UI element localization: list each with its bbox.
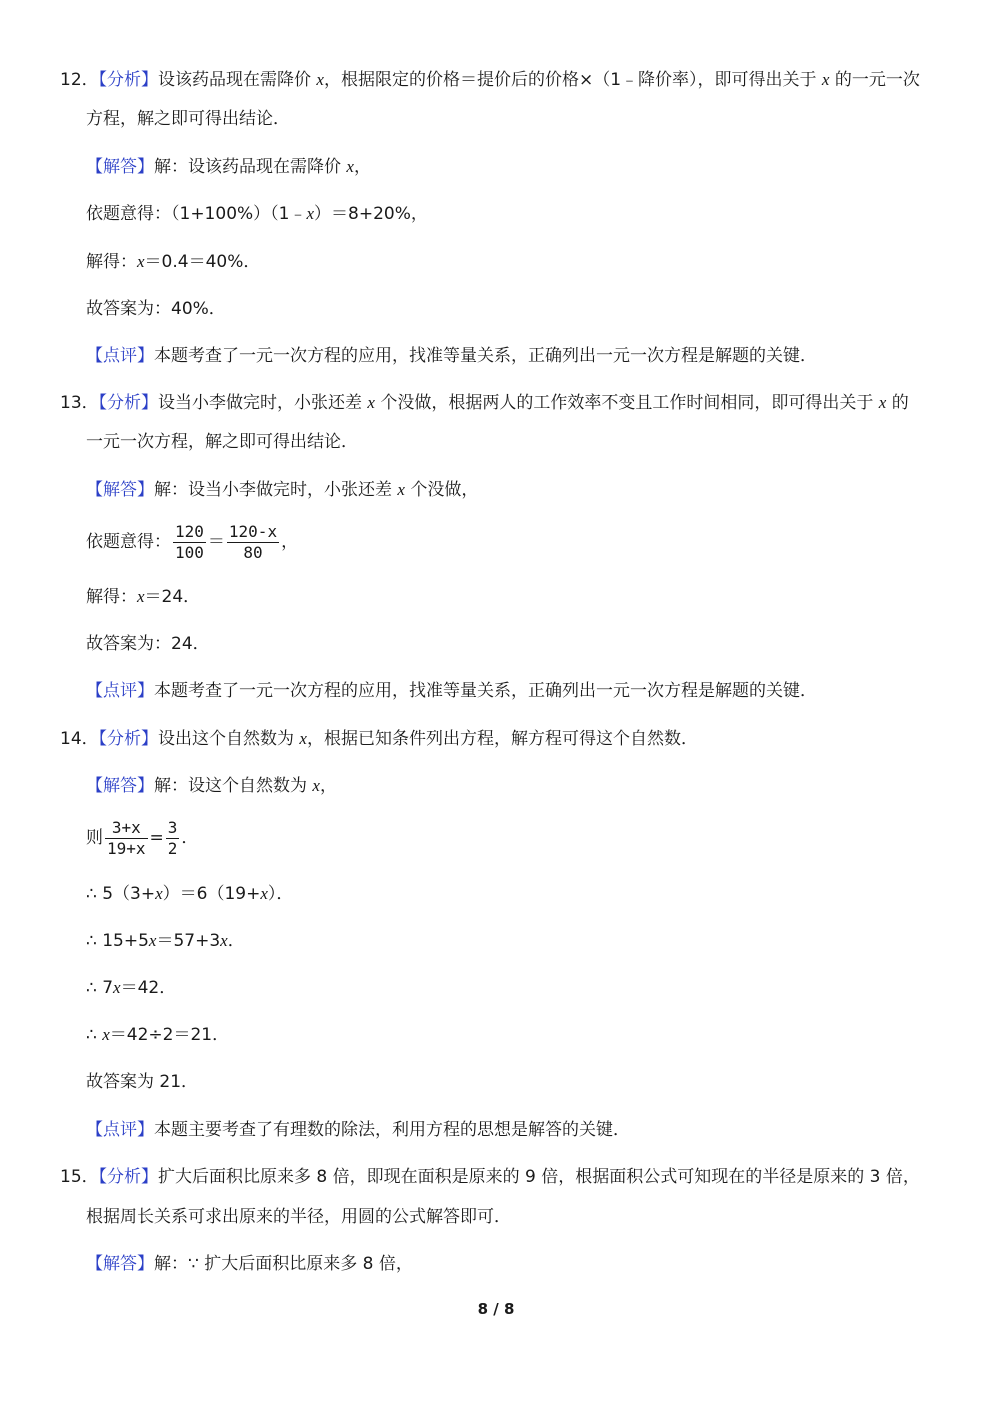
q14-comment (86, 1119, 630, 1141)
q13-solve (86, 586, 200, 608)
q14-number: 14． (60, 729, 99, 749)
q14-equation (86, 818, 198, 858)
q14-step1-c: ）． (267, 884, 294, 904)
q14-solution-tag: 【解答】 (86, 776, 154, 796)
q14-step1-b: ）＝6（19+ (162, 884, 261, 904)
q14-analysis-tag: 【分析】 (90, 729, 158, 749)
q13-comment (86, 680, 817, 702)
q14-step3-a: ∴ 7 (86, 978, 114, 998)
q14-solution-line-1 (86, 775, 337, 797)
q12-eq-part-a: 依题意得：（1+100%）（1﹣ (86, 204, 307, 224)
q13-analysis-line-1 (60, 392, 909, 414)
q14-step2-c: ． (227, 931, 245, 951)
q12-analysis-line-2: 方程，解之即可得出结论． (86, 109, 290, 129)
q13-analysis-text-3: 的 (886, 393, 909, 413)
q12-comment-tag: 【点评】 (86, 346, 154, 366)
q14-var-x: x (299, 729, 307, 748)
q13-analysis-text-2: 个没做，根据两人的工作效率不变且工作时间相同，即可得出关于 (374, 393, 879, 413)
q14-eq-sign: = (149, 828, 164, 848)
q12-eq-part-b: ）＝8+20%， (314, 204, 428, 224)
q12-var-x: x (316, 70, 324, 89)
q12-solution-text: 解：设该药品现在需降价 (154, 157, 347, 177)
q13-frac1-denominator: 100 (175, 542, 204, 562)
q14-frac1-numerator: 3+x (105, 819, 148, 839)
q14-comment-text: 本题主要考查了有理数的除法，利用方程的思想是解答的关键． (154, 1120, 630, 1140)
page-number: 8 / 8 (477, 1300, 515, 1318)
q13-frac2-numerator: 120-x (228, 521, 278, 541)
q14-var-x: x (260, 884, 268, 903)
q14-fraction-1 (105, 819, 148, 858)
q12-answer: 故答案为：40%． (86, 299, 226, 319)
q14-var-x: x (220, 931, 228, 950)
q14-frac1-denominator: 19+x (107, 838, 146, 858)
q14-comment-tag: 【点评】 (86, 1120, 154, 1140)
q14-step1-a: ∴ 5（3+ (86, 884, 156, 904)
q15-analysis-tag: 【分析】 (90, 1167, 158, 1187)
q12-analysis-line-1 (60, 69, 920, 91)
q13-solve-label: 解得： (86, 587, 137, 607)
q14-step-3 (86, 977, 176, 999)
q13-eq-label: 依题意得： (86, 532, 171, 552)
q15-analysis-line-1 (60, 1166, 920, 1188)
q12-solve-label: 解得： (86, 252, 137, 272)
q12-var-x: x (306, 204, 315, 223)
q13-analysis-text: 设当小李做完时，小张还差 (158, 393, 368, 413)
q13-equation (86, 522, 298, 562)
q12-number: 12． (60, 70, 99, 90)
q12-solution-end: ， (353, 157, 371, 177)
q14-step4-b: ＝42÷2＝21． (109, 1025, 230, 1045)
q14-step2-a: ∴ 15+5 (86, 931, 149, 951)
q13-frac1-numerator: 120 (175, 521, 204, 541)
q13-fraction-1 (173, 523, 206, 562)
q14-eq-end: ． (181, 828, 199, 848)
q14-step-4 (86, 1024, 229, 1046)
q12-solution-line-1 (86, 156, 371, 178)
q13-analysis-tag: 【分析】 (90, 393, 158, 413)
q14-frac2-numerator: 3 (167, 817, 178, 837)
q14-step-1 (86, 883, 293, 905)
q15-solution-line-1 (86, 1253, 413, 1275)
q13-var-x: x (397, 480, 405, 499)
q13-analysis-line-2: 一元一次方程，解之即可得出结论． (86, 432, 358, 452)
q13-solve-value: ＝24． (144, 587, 201, 607)
q12-var-x: x (137, 252, 145, 271)
q12-comment (86, 345, 817, 367)
q13-solution-tag: 【解答】 (86, 480, 154, 500)
q13-comment-tag: 【点评】 (86, 681, 154, 701)
q13-solution-text: 解：设当小李做完时，小张还差 (154, 480, 398, 500)
q14-var-x: x (113, 978, 121, 997)
q13-frac2-denominator: 80 (243, 542, 263, 562)
q13-number: 13． (60, 393, 99, 413)
q12-analysis-tag: 【分析】 (90, 70, 158, 90)
q12-var-x: x (821, 70, 830, 89)
q12-analysis-text: 设该药品现在需降价 (158, 70, 317, 90)
q13-eq-end: ， (281, 532, 299, 552)
q13-answer: 故答案为：24． (86, 634, 210, 654)
q13-eq-sign: ＝ (207, 532, 225, 552)
q14-solution-text: 解：设这个自然数为 (154, 776, 313, 796)
q14-analysis-text-2: ，根据已知条件列出方程，解方程可得这个自然数． (306, 729, 698, 749)
q14-var-x: x (155, 884, 163, 903)
q12-equation (86, 203, 428, 225)
q13-var-x: x (137, 587, 145, 606)
q12-solve (86, 251, 260, 273)
q14-step-2 (86, 930, 245, 952)
q12-comment-text: 本题考查了一元一次方程的应用，找准等量关系，正确列出一元一次方程是解题的关键． (154, 346, 817, 366)
q13-solution-line-1 (86, 479, 478, 501)
q15-analysis-line-2: 根据周长关系可求出原来的半径，用圆的公式解答即可． (86, 1207, 511, 1227)
q14-var-x: x (148, 931, 157, 950)
q13-var-x: x (367, 393, 375, 412)
q14-step2-b: ＝57+3 (156, 931, 221, 951)
q12-solve-value: ＝0.4＝40%． (144, 252, 261, 272)
q13-fraction-2 (227, 523, 279, 562)
q15-solution-text: 解：∵ 扩大后面积比原来多 8 倍， (154, 1254, 413, 1274)
q14-var-x: x (312, 776, 320, 795)
q14-fraction-2 (166, 819, 180, 858)
q13-solution-text-2: 个没做， (404, 480, 479, 500)
q14-solution-end: ， (319, 776, 337, 796)
q13-var-x: x (878, 393, 887, 412)
q12-solution-tag: 【解答】 (86, 157, 154, 177)
q14-step3-b: ＝42． (120, 978, 177, 998)
q14-answer: 故答案为 21． (86, 1072, 199, 1092)
q14-analysis-line-1 (60, 728, 698, 750)
q12-analysis-text-2: ，根据限定的价格＝提价后的价格×（1﹣降价率），即可得出关于 (323, 70, 822, 90)
q14-step4-a: ∴ (86, 1025, 103, 1045)
q14-analysis-text: 设出这个自然数为 (158, 729, 300, 749)
q14-then: 则 (86, 828, 103, 848)
q15-number: 15． (60, 1167, 99, 1187)
q14-frac2-denominator: 2 (167, 838, 178, 858)
q13-comment-text: 本题考查了一元一次方程的应用，找准等量关系，正确列出一元一次方程是解题的关键． (154, 681, 817, 701)
q15-analysis-text: 扩大后面积比原来多 8 倍，即现在面积是原来的 9 倍，根据面积公式可知现在的半径是原来的 3 倍， (158, 1167, 920, 1187)
q12-analysis-text-3: 的一元一次 (829, 70, 920, 90)
q12-var-x: x (346, 157, 354, 176)
q15-solution-tag: 【解答】 (86, 1254, 154, 1274)
q14-var-x: x (102, 1025, 110, 1044)
